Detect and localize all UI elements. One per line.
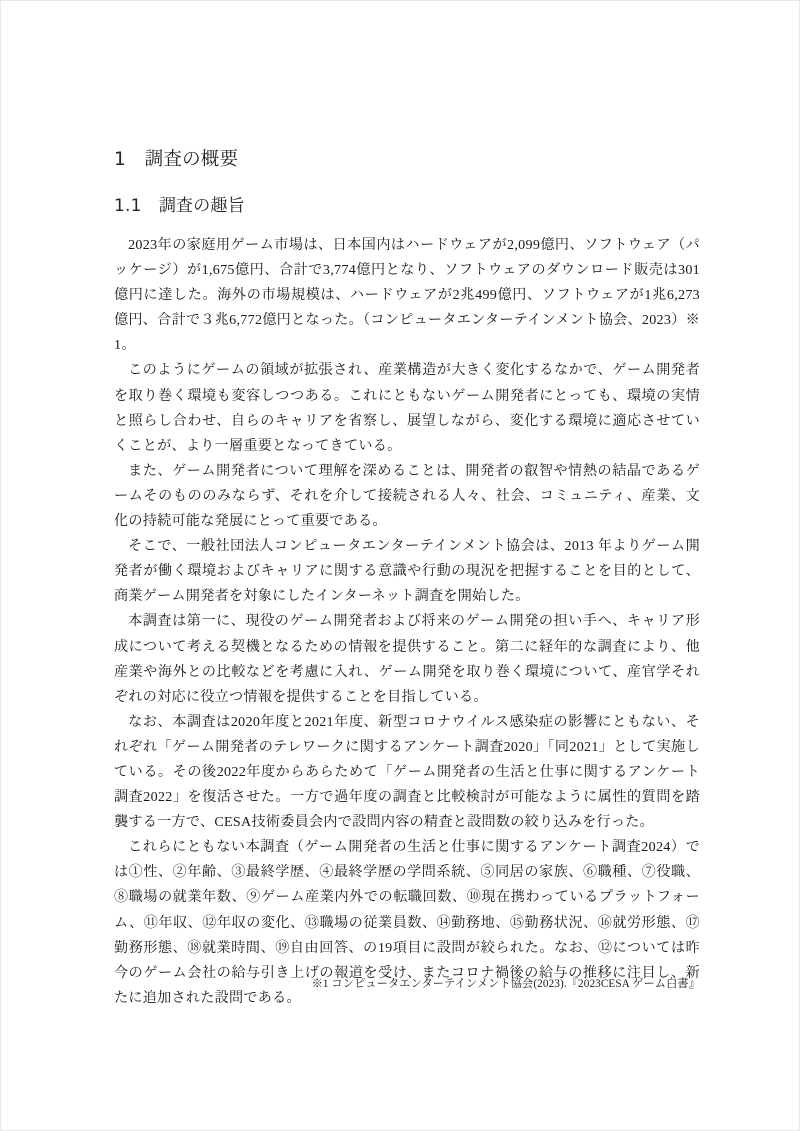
footnote-area — [114, 975, 700, 993]
subsection-heading: 1.1 調査の趣旨 — [114, 196, 245, 216]
paragraph: なお、本調査は2020年度と2021年度、新型コロナウイルス感染症の影響にともない、それぞれ「ゲーム開発者のテレワークに関するアンケート調査2020」「同2021」として実施している。その後2022年度からあらためて「ゲーム開発者の生活と仕事に関するアンケート調査2022」を復活させた。一方で過年度の調査と比較検討が可能なように属性的質問を踏襲する一方で、CESA技術委員会内で設問内容の精査と設問数の絞り込みを行った。 — [114, 713, 700, 831]
paragraph: 2023年の家庭用ゲーム市場は、日本国内はハードウェアが2,099億円、ソフトウェア（パッケージ）が1,675億円、合計で3,774億円となり、ソフトウェアのダウンロード販売は301億円に達した。海外の市場規模は、ハードウェアが2兆499億円、ソフトウェアが1兆6,273億円、合計で３兆6,772億円となった。（コンピュータエンターテインメント協会、2023）※1。 — [114, 237, 700, 354]
paragraph: そこで、一般社団法人コンピュータエンターテインメント協会は、2013 年よりゲーム開発者が働く環境およびキャリアに関する意識や行動の現況を把握することを目的として、商業ゲーム開発者を対象にしたインターネット調査を開始した。 — [114, 538, 700, 605]
paragraph: このようにゲームの領域が拡張され、産業構造が大きく変化するなかで、ゲーム開発者を取り巻く環境も変容しつつある。これにともないゲーム開発者にとっても、環境の実情と照らし合わせ、自らのキャリアを省察し、展望しながら、変化する環境に適応させていくことが、より一層重要となってきている。 — [114, 362, 700, 454]
body-text-block — [114, 233, 700, 1011]
paragraph: 本調査は第一に、現役のゲーム開発者および将来のゲーム開発の担い手へ、キャリア形成について考える契機となるための情報を提供すること。第二に経年的な調査により、他産業や海外との比較などを考慮に入れ、ゲーム開発を取り巻く環境について、産官学それぞれの対応に役立つ情報を提供することを目指している。 — [114, 613, 700, 705]
section-heading: 1 調査の概要 — [114, 149, 239, 170]
paragraph: これらにともない本調査（ゲーム開発者の生活と仕事に関するアンケート調査2024）では①性、②年齢、③最終学歴、④最終学歴の学問系統、⑤同居の家族、⑥職種、⑦役職、⑧職場の就業年数、⑨ゲーム産業内外での転職回数、⑩現在携わっているプラットフォーム、⑪年収、⑫年収の変化、⑬職場の従業員数、⑭勤務地、⑮勤務状況、⑯就労形態、⑰勤務形態、⑱就業時間、⑲自由回答、の19項目に設問が絞られた。なお、⑫については昨今のゲーム会社の給与引き上げの報道を受け、またコロナ禍後の給与の推移に注目し、新たに追加された設問である。 — [114, 839, 700, 1006]
footnote-text: ※1 コンピュータエンターテインメント協会(2023).『2023CESA ゲーム白書』 — [311, 978, 700, 990]
paragraph: また、ゲーム開発者について理解を深めることは、開発者の叡智や情熱の結晶であるゲームそのもののみならず、それを介して接続される人々、社会、コミュニティ、産業、文化の持続可能な発展にとって重要である。 — [114, 462, 700, 530]
